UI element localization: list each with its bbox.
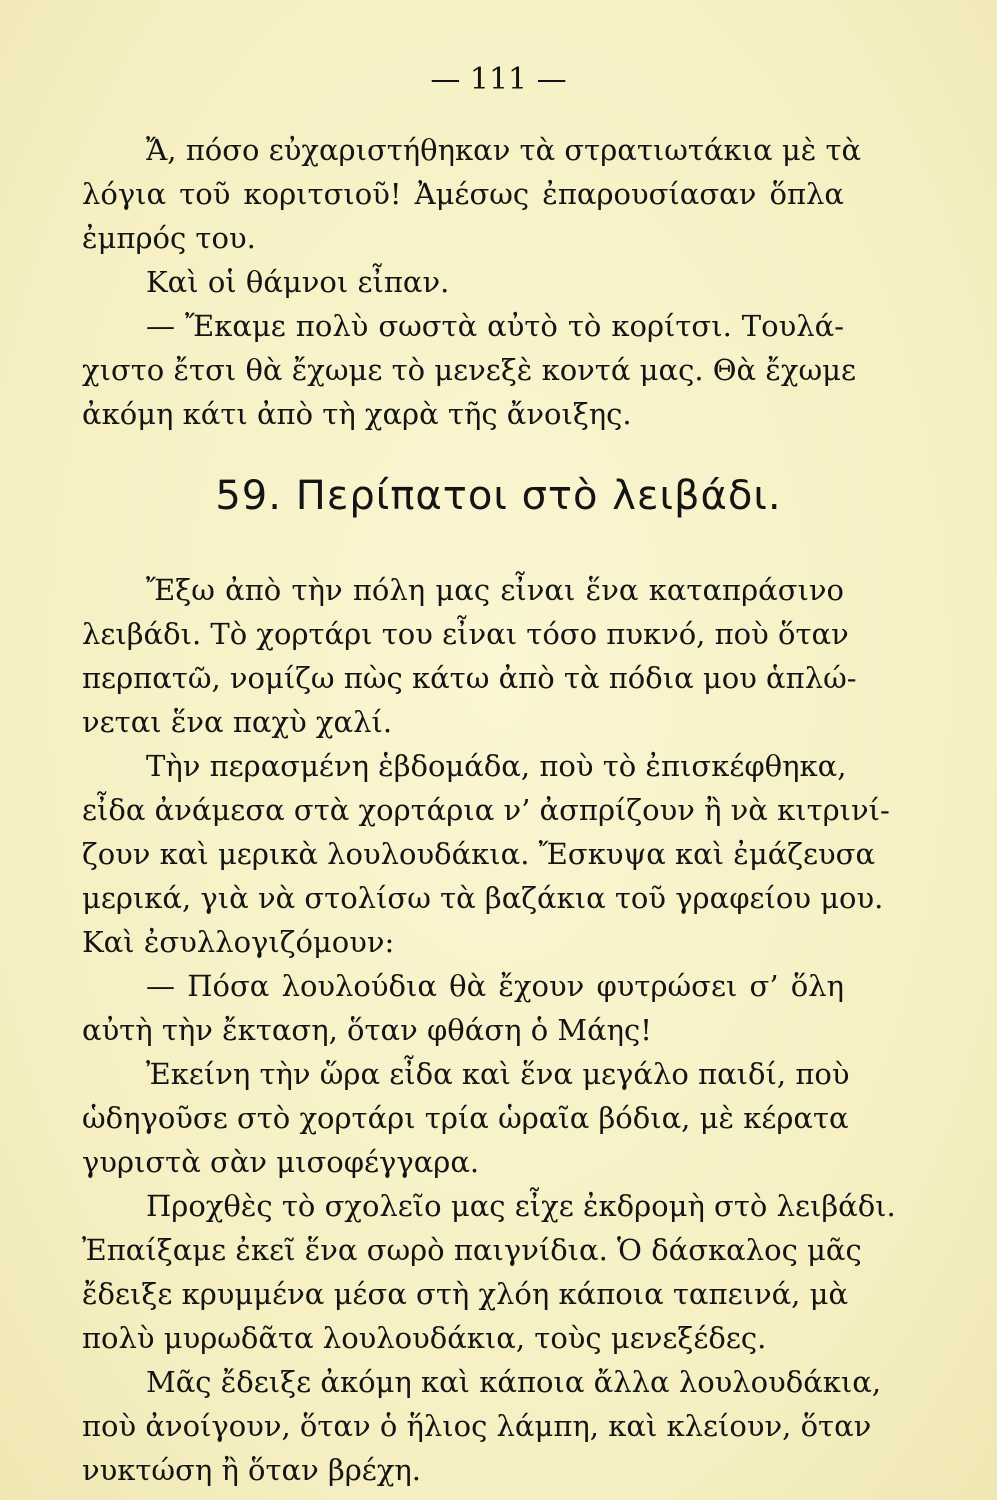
text-line: — Ἔκαμε πολὺ σωστὰ αὐτὸ τὸ κορίτσι. Τουλά- (146, 309, 844, 343)
text-line: πολὺ μυρωδᾶτα λουλουδάκια, τοὺς μενεξέδες. (82, 1321, 767, 1355)
section-heading: 59. Περίπατοι στὸ λειβάδι. (215, 473, 782, 519)
text-line: Ἐκείνη τὴν ὥρα εἶδα καὶ ἕνα μεγάλο παιδί, ποὺ (146, 1057, 850, 1091)
text-line: λόγια τοῦ κοριτσιοῦ! Ἀμέσως ἐπαρουσίασαν ὅπλα (82, 177, 844, 211)
text-line: νυκτώση ἢ ὅταν βρέχη. (82, 1453, 421, 1487)
text-line: Μᾶς ἔδειξε ἀκόμη καὶ κάποια ἄλλα λουλουδάκια, (146, 1365, 882, 1399)
text-line: περπατῶ, νομίζω πὼς κάτω ἀπὸ τὰ πόδια μου ἁπλώ- (82, 661, 857, 695)
text-line: εἶδα ἀνάμεσα στὰ χορτάρια ν’ ἀσπρίζουν ἢ νὰ κιτρινί- (82, 793, 890, 827)
paragraph-block-top (82, 128, 862, 436)
text-line: Προχθὲς τὸ σχολεῖο μας εἶχε ἐκδρομὴ στὸ λειβάδι. (146, 1189, 896, 1223)
text-line: Ἄ, πόσο εὐχαριστήθηκαν τὰ στρατιωτάκια μὲ τὰ (146, 133, 862, 167)
text-line: ἔδειξε κρυμμένα μέσα στὴ χλόη κάποια ταπεινά, μὰ (82, 1277, 849, 1311)
text-line: ὡδηγοῦσε στὸ χορτάρι τρία ὡραῖα βόδια, μὲ κέρατα (82, 1101, 849, 1135)
text-line: ζουν καὶ μερικὰ λουλουδάκια. Ἔσκυψα καὶ ἐμάζευσα (82, 837, 876, 871)
text-line: νεται ἕνα παχὺ χαλί. (82, 705, 393, 739)
paragraph-block-main (82, 568, 896, 1492)
text-line: χιστο ἔτσι θὰ ἔχωμε τὸ μενεξὲ κοντά μας. Θὰ ἔχωμε (82, 353, 856, 387)
text-line: ἀκόμη κάτι ἀπὸ τὴ χαρὰ τῆς ἄνοιξης. (82, 397, 632, 431)
text-line: Καὶ ἐσυλλογιζόμουν: (82, 925, 395, 959)
text-line: γυριστὰ σὰν μισοφέγγαρα. (82, 1145, 480, 1179)
text-line: μερικά, γιὰ νὰ στολίσω τὰ βαζάκια τοῦ γραφείου μου. (82, 881, 884, 915)
text-line: ἐμπρός του. (82, 221, 256, 255)
text-line: αὐτὴ τὴν ἔκταση, ὅταν φθάση ὁ Μάης! (82, 1013, 652, 1047)
text-line: ποὺ ἀνοίγουν, ὅταν ὁ ἥλιος λάμπη, καὶ κλείουν, ὅταν (82, 1409, 872, 1443)
text-line: λειβάδι. Τὸ χορτάρι του εἶναι τόσο πυκνό, ποὺ ὅταν (82, 617, 849, 651)
text-line: — Πόσα λουλούδια θὰ ἔχουν φυτρώσει σ’ ὅλη (146, 969, 844, 1003)
text-line: Ἐπαίξαμε ἐκεῖ ἕνα σωρὸ παιγνίδια. Ὁ δάσκαλος μᾶς (82, 1233, 862, 1267)
text-line: Ἔξω ἀπὸ τὴν πόλη μας εἶναι ἕνα καταπράσινο (146, 573, 844, 607)
text-line: Καὶ οἱ θάμνοι εἶπαν. (146, 265, 450, 299)
text-line: Τὴν περασμένη ἑβδομάδα, ποὺ τὸ ἐπισκέφθηκα, (146, 749, 847, 783)
page-number: — 111 — (430, 62, 567, 97)
